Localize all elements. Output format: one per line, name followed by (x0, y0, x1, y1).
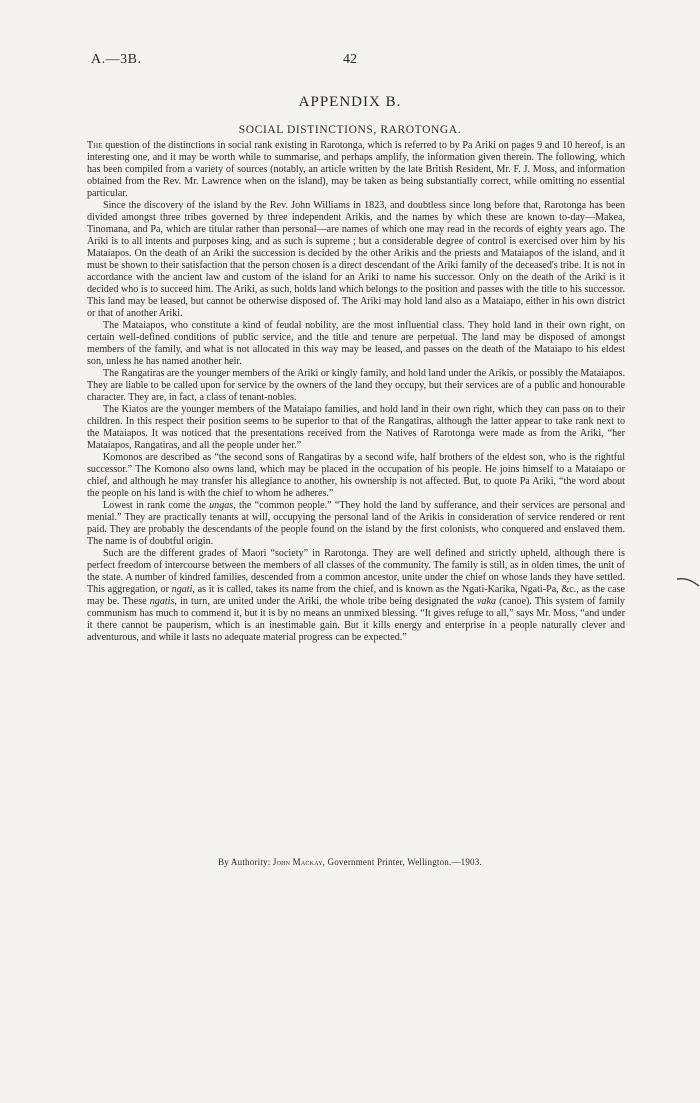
paragraph-5: The Kiatos are the younger members of the Mataiapo families, and hold land in their own right, which they can pass on to their children. In this respect their position seems to be superior to that of the Rangatiras, although the latter appear to take rank next to the Mataiapos. It was noticed that the presentations received from the Natives of Rarotonga were made as from the Ariki, “her Mataiapos, Rangatiras, and all the people under her.” (87, 404, 625, 451)
paragraph-8-d: (canoe). This system of family communism has much to commend it, but it is by no means an unmixed blessing. “It gives refuge to all,” says Mr. Moss, “and under it there cannot be pauperism, which is an inestimable gain. But it kills energy and enterprise in a people naturally clever and adventurous, and while it lasts no adequate material progress can be expected.” (87, 596, 625, 643)
margin-pen-mark (676, 576, 700, 588)
body-text (87, 140, 625, 644)
paragraph-8-ngatis: ngatis (149, 596, 175, 607)
paragraph-8-vaka: vaka (476, 596, 496, 607)
printer-imprint (0, 857, 700, 867)
paragraph-3: The Mataiapos, who constitute a kind of feudal nobility, are the most influential class. They hold land in their own right, on certain well-defined conditions of public service, and the title and tenure are perpetual. The land may be disposed of amongst members of the family, and what is not allocated in this way may be leased, and passes on the death of the Mataiapo to his eldest son, unless he has named another heir. (87, 320, 625, 367)
paragraph-7-a: Lowest in rank come the (103, 500, 210, 511)
paragraph-1 (87, 140, 625, 200)
paragraph-8-ngati: ngati (171, 584, 193, 595)
paragraph-8 (87, 548, 625, 644)
paragraph-8-b: , as it is called, takes its name from the chief, and is known as the Ngati-Karika, Ngati-Pa, &c., as the case may be. These (87, 584, 626, 607)
paragraph-1-lead: The (87, 140, 103, 151)
paragraph-7-b: , the “common people.” “They hold the land by sufferance, and their services are personal and menial.” They are practically tenants at will, occupying the personal land of the Arikis in consideration of service rendered or rent paid. They are probably the descendants of the people found on the island by the first colonists, who conquered and enslaved them. The name is of doubtful origin. (87, 500, 625, 547)
paragraph-7 (87, 500, 625, 548)
paragraph-8-a: Such are the different grades of Maori “society” in Rarotonga. They are well defined and strictly upheld, although there is perfect freedom of intercourse between the members of all classes of the community. The family is still, as in olden times, the unit of the state. A number of kindred families, descended from a common ancestor, unite under the chief on whose lands they have settled. This aggregation, or (87, 548, 625, 595)
imprint-printer-name: John Mackay, (272, 857, 326, 867)
section-title: SOCIAL DISTINCTIONS, RAROTONGA. (238, 124, 462, 136)
imprint-authority: By Authority: (218, 857, 271, 867)
paragraph-4: The Rangatiras are the younger members of the Ariki or kingly family, and hold land under the Arikis, or possibly the Mataiapos. They are liable to be called upon for service by the owners of the land they occupy, but their services are of a public and honourable character. They are, in fact, a class of tenant-nobles. (87, 368, 625, 403)
imprint-rest: Government Printer, Wellington.—1903. (327, 857, 482, 867)
paragraph-8-c: , in turn, are united under the Ariki, the whole tribe being designated the (174, 596, 477, 607)
appendix-title: APPENDIX B. (298, 94, 402, 110)
paragraph-1-text: question of the distinctions in social rank existing in Rarotonga, which is referred to by Pa Ariki on pages 9 and 10 hereof, is an interesting one, and it may be worth while to summarise, and perhaps amplify, the information given therein. The following, which has been compiled from a variety of sources (notably, an article written by the late British Resident, Mr. F. J. Moss, and information obtained from the Rev. Mr. Lawrence when on the island), may be taken as being substantially correct, while omitting no essential particular. (87, 140, 625, 199)
paragraph-2: Since the discovery of the island by the Rev. John Williams in 1823, and doubtless since long before that, Rarotonga has been divided amongst three tribes governed by three independent Arikis, and the names by which these are known to-day—Makea, Tinomana, and Pa, which are titular rather than personal—are names of which one may read in the records of eighty years ago. The Ariki is to all intents and purposes king, and as such is supreme ; but a considerable degree of control is exercised over him by his Mataiapos. On the death of an Ariki the succession is decided by the other Arikis and the priests and Mataiapos of the island, and it must be shown to their satisfaction that the person chosen is a direct descendant of the Ariki family of the deceased's tribe. It is not in accordance with the ancient law and custom of the island for an Ariki to name his successor. Only on the death of the Ariki is it decided who is to succeed him. The Ariki, as such, holds land which belongs to the position and passes with the title to his successor. This land may be leased, but cannot be otherwise disposed of. The Ariki may hold land also as a Mataiapo, either in his own district or that of another Ariki. (87, 200, 625, 319)
paragraph-6: Komonos are described as “the second sons of Rangatiras by a second wife, half brothers of the eldest son, who is the rightful successor.” The Komono also owns land, which may be placed in the occupation of his people. He joins himself to a Mataiapo or chief, and although he may transfer his allegiance to another, his ownership is not affected. But, to quote Pa Ariki, “the word about the people on his land is with the chief to whom he adheres.” (87, 452, 625, 499)
paragraph-7-ungas: ungas (209, 500, 234, 511)
page-reference: A.—3B. (91, 52, 142, 67)
page-number: 42 (343, 52, 357, 67)
